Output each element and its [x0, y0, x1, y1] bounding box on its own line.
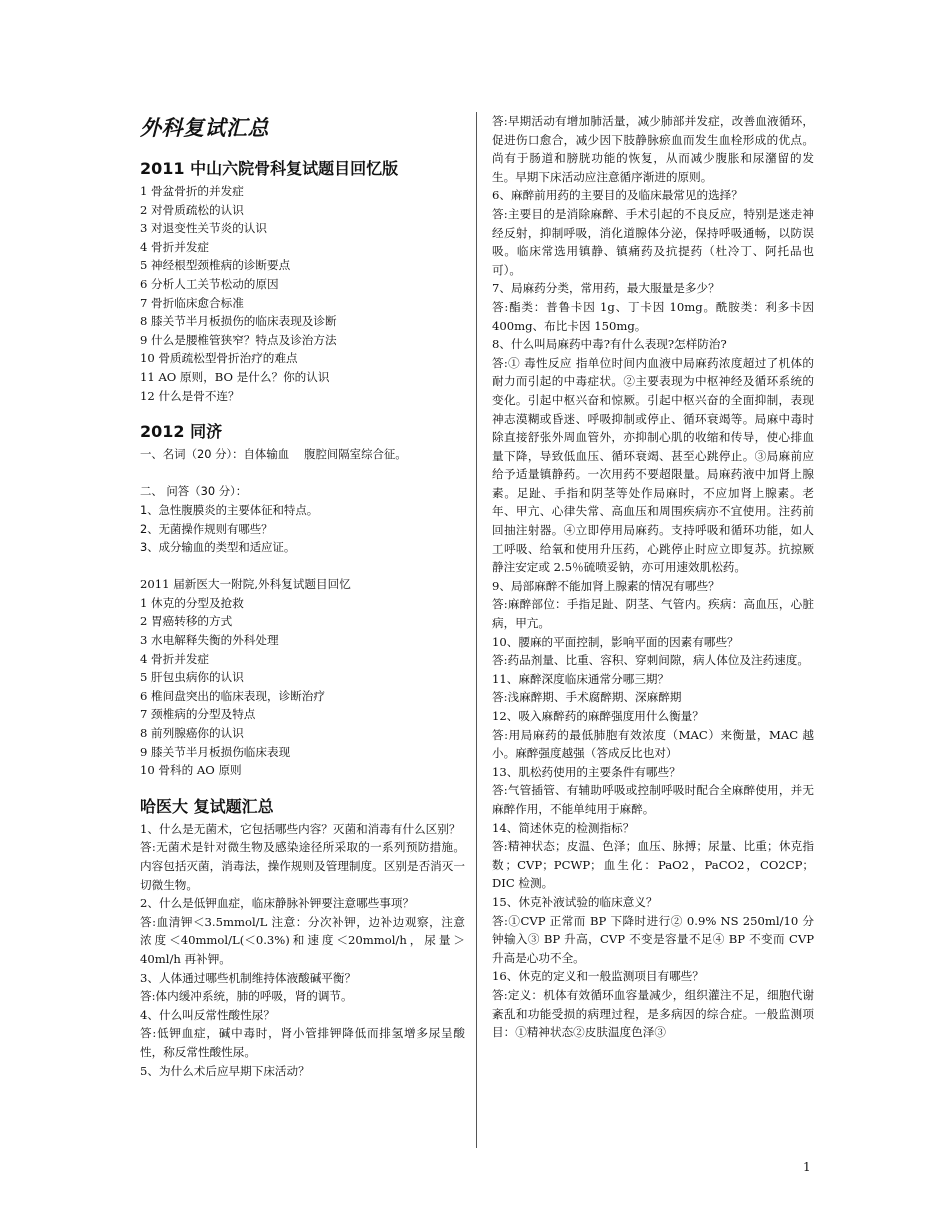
answer: 答:浅麻醉期、手术腐醉期、深麻醉期	[492, 690, 682, 705]
question: 1、什么是无菌术，它包括哪些内容？灭菌和消毒有什么区别？	[140, 821, 461, 836]
section-heading-hayida: 哈医大 复试题汇总	[140, 796, 274, 816]
list-item: 1 休克的分型及抢救	[140, 595, 244, 610]
hayida-qa	[140, 820, 465, 1080]
list-item: 1、急性腹膜炎的主要体征和特点。	[140, 502, 319, 517]
question: 15、休克补液试验的临床意义？	[492, 894, 658, 909]
document-title: 外科复试汇总	[140, 116, 269, 140]
question: 7、局麻药分类，常用药，最大服量是多少？	[492, 281, 720, 296]
column-divider	[476, 112, 477, 1148]
list-item: 2、无菌操作规则有哪些？	[140, 521, 273, 536]
list-item: 3 水电解释失衡的外科处理	[140, 633, 279, 648]
page-number: 1	[803, 1160, 811, 1174]
section-heading-zhongshan: 2011 中山六院骨科复试题目回忆版	[140, 159, 399, 178]
section-heading-xinjiang: 2011 届新医大一附院,外科复试题目回忆	[140, 577, 351, 592]
list-item: 11 AO 原则，BO 是什么？你的认识	[140, 369, 330, 384]
question: 10、腰麻的平面控制，影响平面的因素有哪些？	[492, 634, 739, 649]
question: 9、局部麻醉不能加肾上腺素的情况有哪些？	[492, 578, 720, 593]
question: 16、休克的定义和一般监测项目有哪些？	[492, 969, 704, 984]
question: 11、麻醉深度临床通常分哪三期？	[492, 671, 670, 686]
answer: 答:药品剂量、比重、容积、穿刺间隙，病人体位及注药速度。	[492, 653, 809, 668]
list-item: 6 椎间盘突出的临床表现，诊断治疗	[140, 688, 325, 703]
list-item: 8 前列腺癌你的认识	[140, 726, 244, 741]
question: 14、简述休克的检测指标？	[492, 820, 635, 835]
answer: 答:体内缓冲系统，肺的呼吸，肾的调节。	[140, 989, 353, 1004]
question: 2、什么是低钾血症，临床静脉补钾要注意哪些事项？	[140, 896, 415, 911]
list-item: 4 骨折并发症	[140, 239, 210, 254]
question: 6、麻醉前用药的主要目的及临床最常见的选择？	[492, 188, 743, 203]
question: 5、为什么术后应早期下床活动？	[140, 1063, 310, 1078]
answer: 答:无菌术是针对微生物及感染途径所采取的一系列预防措施。内容包括灭菌，消毒法，操作规则及管理制度。区别是否消灭一切微生物。	[140, 840, 465, 892]
answer: 答:酯类：普鲁卡因 1g、丁卡因 10mg。酰胺类：利多卡因 400mg、布比卡因 150mg。	[492, 299, 814, 333]
question: 12、吸入麻醉药的麻醉强度用什么衡量？	[492, 709, 704, 723]
question: 3、人体通过哪些机制维持体液酸碱平衡？	[140, 970, 357, 985]
list-item: 7 颈椎病的分型及特点	[140, 707, 256, 722]
zhongshan-question-list	[140, 182, 465, 405]
list-item: 2 胃癌转移的方式	[140, 614, 233, 629]
answer: 答:气管插管、有辅助呼吸或控制呼吸时配合全麻醉使用，并无麻醉作用，不能单纯用于麻醉。	[492, 783, 814, 816]
answer: 答:用局麻药的最低肺胞有效浓度（MAC）来衡量，MAC 越小。麻醉强度越强（答成反比也对）	[492, 727, 814, 761]
list-item: 8 膝关节半月板损伤的临床表现及诊断	[140, 314, 337, 329]
list-item: 3 对退变性关节炎的认识	[140, 221, 267, 236]
answer: 答:早期活动有增加肺活量，减少肺部并发症，改善血液循环，促进伤口愈合，减少因下肢静脉瘀血而发生血栓形成的优点。尚有于肠道和膀胱功能的恢复，从而减少腹胀和尿潴留的发生。早期下床活动应注意循序渐进的原则。	[492, 114, 814, 184]
answer: 答:定义：机体有效循环血容量减少，组织灌注不足，细胞代谢紊乱和功能受损的病理过程，是多病因的综合症。一般监测项目：①精神状态②皮肤温度色泽③	[492, 987, 814, 1040]
list-item: 4 骨折并发症	[140, 651, 210, 666]
answer: 答:血清钾＜3.5mmol/L 注意：分次补钾，边补边观察，注意浓度＜40mmol/L(＜0.3%)和速度＜20mmol/h，尿量＞40ml/h 再补钾。	[140, 914, 465, 966]
list-item: 10 骨科的 AO 原则	[140, 763, 242, 778]
xinjiang-question-list	[140, 594, 465, 780]
list-item: 9 膝关节半月板损伤临床表现	[140, 744, 291, 759]
tongji-qa-heading: 二、 问答（30 分）：	[140, 484, 248, 499]
list-item: 2 对骨质疏松的认识	[140, 202, 244, 217]
question: 8、什么叫局麻药中毒?有什么表现?怎样防治?	[492, 337, 727, 352]
list-item: 9 什么是腰椎管狭窄？特点及诊治方法	[140, 332, 337, 347]
answer: 答:麻醉部位：手指足趾、阴茎、气管内。疾病：高血压，心脏病，甲亢。	[492, 597, 814, 631]
list-item: 5 神经根型颈椎病的诊断要点	[140, 258, 291, 273]
left-column	[140, 112, 465, 1080]
list-item: 7 骨折临床愈合标准	[140, 295, 244, 310]
list-item: 1 骨盆骨折的并发症	[140, 184, 244, 198]
question: 4、什么叫反常性酸性尿？	[140, 1007, 275, 1022]
section-heading-tongji: 2012 同济	[140, 422, 223, 442]
answer: 答:主要目的是消除麻醉、手术引起的不良反应，特别是迷走神经反射，抑制呼吸，消化道腺体分泌，保持呼吸通畅，以防误吸。临床常选用镇静、镇痛药及抗提药（杜冷丁、阿托品也可）。	[492, 206, 814, 277]
list-item: 10 骨质疏松型骨折治疗的难点	[140, 351, 298, 366]
answer: 答:①CVP 正常而 BP 下降时进行② 0.9% NS 250ml/10 分钟输入③ BP 升高，CVP 不变是容量不足④ BP 不变而 CVP 升高是心功不全。	[492, 913, 814, 965]
list-item: 5 肝包虫病你的认识	[140, 670, 244, 685]
list-item: 3、成分输血的类型和适应证。	[140, 540, 296, 555]
answer: 答:低钾血症，碱中毒时，肾小管排钾降低而排氢增多尿呈酸性，称反常性酸性尿。	[140, 1026, 465, 1059]
list-item: 6 分析人工关节松动的原因	[140, 276, 279, 291]
question: 13、肌松药使用的主要条件有哪些？	[492, 764, 681, 779]
tongji-terms-line: 一、名词（20 分）：自体输血 腹腔间隔室综合征。	[140, 447, 407, 462]
list-item: 12 什么是骨不连？	[140, 388, 240, 403]
right-column	[492, 112, 814, 1042]
answer: 答:精神状态；皮温、色泽；血压、脉搏；尿量、比重；休克指数；CVP；PCWP；血生化：PaO2，PaCO2，CO2CP；DIC 检测。	[492, 839, 814, 891]
answer: 答:① 毒性反应 指单位时间内血液中局麻药浓度超过了机体的耐力而引起的中毒症状。②主要表现为中枢神经及循环系统的变化。引起中枢兴奋和惊厥。引起中枢兴奋的全面抑制，表现神志漠糊或昏迷、呼吸抑制或停止、循环衰竭等。局麻中毒时除直接舒张外周血管外，亦抑制心肌的收缩和传导，使心排血量下降，导致低血压、循环衰竭、甚至心跳停止。③局麻前应给予适量镇静药。一次用药不要超限量。局麻药液中加肾上腺素。足趾、手指和阴茎等处作局麻时，不应加肾上腺素。老年、甲亢、心律失常、高血压和周围疾病亦不宜使用。注药前回抽注射器。④立即停用局麻药。支持呼吸和循环功能，如人工呼吸、给氧和使用升压药，心跳停止时应立即复苏。抗掠厥静注安定或 2.5％硫喷妥钠，亦可用速效肌松药。	[492, 355, 814, 575]
